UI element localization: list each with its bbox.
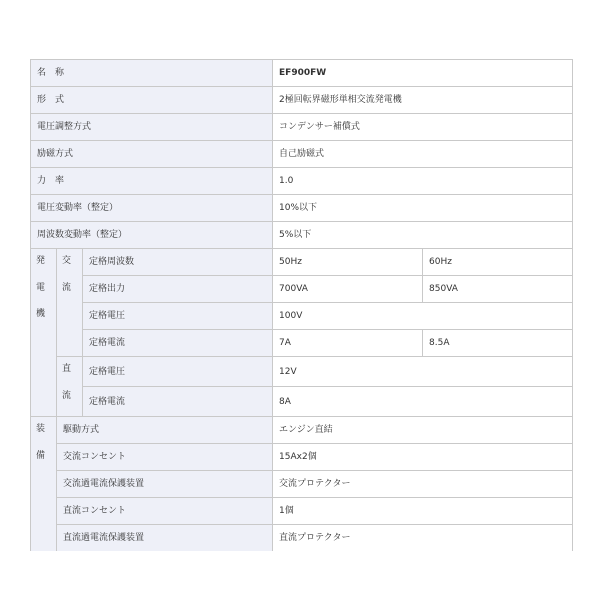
freq-var-label: 周波数変動率（整定） [31,222,273,249]
equipment-row-label: 直流過電流保護装置 [57,525,273,552]
ac-row-value: 100V [273,303,573,330]
ac-row-value-50hz: 7A [273,330,423,357]
ac-row-value-60hz: 850VA [423,276,573,303]
row-ac-overcurrent-protection [31,471,573,498]
ac-char: 交 [62,256,72,266]
row-ac-rated-current [31,330,573,357]
name-value: EF900FW [273,60,573,87]
equipment-char: 装 [36,424,46,434]
row-name [31,60,573,87]
excitation-value: 自己励磁式 [273,141,573,168]
type-label: 形 式 [31,87,273,114]
voltage-reg-value: コンデンサー補償式 [273,114,573,141]
ac-row-value-60hz: 8.5A [423,330,573,357]
ac-row-label: 定格電圧 [83,303,273,330]
row-voltage-variation [31,195,573,222]
ac-row-label: 定格出力 [83,276,273,303]
row-frequency-variation [31,222,573,249]
ac-row-value-50hz: 700VA [273,276,423,303]
equipment-row-value: 15Ax2個 [273,444,573,471]
generator-char: 発 [36,256,46,266]
voltage-reg-label: 電圧調整方式 [31,114,273,141]
row-dc-rated-voltage [31,357,573,387]
row-dc-outlet [31,498,573,525]
dc-char: 直 [62,364,72,374]
ac-row-label: 定格周波数 [83,249,273,276]
equipment-group-label [31,417,57,552]
ac-row-value-60hz: 60Hz [423,249,573,276]
equipment-row-label: 交流コンセント [57,444,273,471]
row-ac-rated-voltage [31,303,573,330]
dc-row-label: 定格電流 [83,387,273,417]
equipment-row-value: 交流プロテクター [273,471,573,498]
generator-char: 電 [36,282,46,293]
equipment-row-value: エンジン直結 [273,417,573,444]
row-ac-outlet [31,444,573,471]
dc-row-value: 12V [273,357,573,387]
power-factor-label: 力 率 [31,168,273,195]
generator-group-label [31,249,57,417]
ac-char: 流 [62,282,72,293]
type-value: 2極回転界磁形単相交流発電機 [273,87,573,114]
row-drive-method [31,417,573,444]
equipment-row-value: 1個 [273,498,573,525]
ac-row-label: 定格電流 [83,330,273,357]
row-type [31,87,573,114]
row-ac-rated-output [31,276,573,303]
ac-row-value-50hz: 50Hz [273,249,423,276]
row-power-factor [31,168,573,195]
power-factor-value: 1.0 [273,168,573,195]
freq-var-value: 5%以下 [273,222,573,249]
dc-row-value: 8A [273,387,573,417]
voltage-var-value: 10%以下 [273,195,573,222]
spec-table [30,59,573,551]
ac-group-label [57,249,83,357]
equipment-row-label: 交流過電流保護装置 [57,471,273,498]
dc-row-label: 定格電圧 [83,357,273,387]
equipment-row-value: 直流プロテクター [273,525,573,552]
name-label: 名 称 [31,60,273,87]
row-dc-overcurrent-protection [31,525,573,552]
row-excitation [31,141,573,168]
row-voltage-regulation [31,114,573,141]
dc-group-label [57,357,83,417]
equipment-row-label: 直流コンセント [57,498,273,525]
row-ac-rated-frequency [31,249,573,276]
excitation-label: 励磁方式 [31,141,273,168]
generator-char: 機 [36,309,46,319]
equipment-char: 備 [36,450,46,461]
row-dc-rated-current [31,387,573,417]
equipment-row-label: 駆動方式 [57,417,273,444]
dc-char: 流 [62,390,72,401]
voltage-var-label: 電圧変動率（整定） [31,195,273,222]
